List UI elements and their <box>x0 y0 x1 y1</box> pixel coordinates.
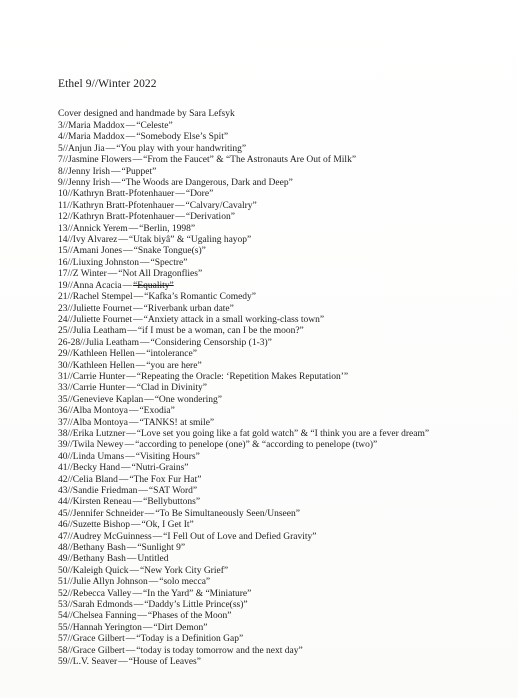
toc-entry: 51//Julie Allyn Johnson—“solo mecca” <box>58 577 211 588</box>
toc-page-number: 9 <box>58 178 63 189</box>
toc-entry: 12//Kathryn Bratt-Pfotenhauer—“Derivation” <box>58 212 235 223</box>
toc-author: L.V. Seaver <box>72 657 118 668</box>
toc-entry: 15//Amani Jones—“Snake Tongue(s)” <box>58 246 206 257</box>
toc-entry: 37//Alba Montoya—“TANKS! at smile” <box>58 417 215 428</box>
toc-entry: 3//Maria Maddox—“Celeste” <box>58 121 173 131</box>
toc-entry: 46//Suzette Bishop—“Ok, I Get It” <box>58 520 194 531</box>
toc-page-number: 8 <box>58 166 63 177</box>
toc-title: “intolerance” <box>146 349 197 360</box>
toc-author: Liuxing Johnston <box>72 257 140 268</box>
issue-title: Ethel 9//Winter 2022 <box>58 78 157 90</box>
toc-author: Sandie Friedman <box>72 486 138 496</box>
toc-title: “Nutri-Grains” <box>131 463 189 474</box>
toc-author: Sarah Edmonds <box>72 600 133 611</box>
toc-author: Bethany Bash <box>72 554 126 565</box>
toc-title: “solo mecca” <box>159 577 211 588</box>
toc-entry: 54//Chelsea Fanning—“Phases of the Moon” <box>58 611 232 622</box>
toc-title: “In the Yard” & “Miniature” <box>142 588 252 599</box>
toc-author: Julia Leatham <box>72 326 127 337</box>
toc-page-number: 49 <box>58 554 68 565</box>
toc-author: Julia Leatham <box>85 337 140 348</box>
toc-title: “I Fell Out of Love and Defied Gravity” <box>163 531 317 542</box>
toc-author: Anjun Jia <box>68 143 105 154</box>
toc-entry: 53//Sarah Edmonds—“Daddy’s Little Prince(ss)” <box>58 600 248 611</box>
toc-title: “Bellybuttons” <box>143 497 201 508</box>
toc-entry: 44//Kirsten Reneau—“Bellybuttons” <box>58 497 201 508</box>
toc-author: Grace Gilbert <box>72 634 125 645</box>
toc-page-number: 52 <box>58 588 68 599</box>
toc-author: Maria Maddox <box>68 132 125 143</box>
toc-entry: 48//Bethany Bash—“Sunlight 9” <box>58 543 186 554</box>
toc-entry: 16//Liuxing Johnston—“Spectre” <box>58 257 188 268</box>
toc-author: Kathryn Bratt-Pfotenhauer <box>72 200 175 211</box>
toc-page-number: 45 <box>58 508 68 519</box>
toc-entry: 17//Z Winter—“Not All Dragonflies” <box>58 269 203 280</box>
toc-page-number: 37 <box>58 417 68 428</box>
toc-entry: 36//Alba Montoya—“Exodia” <box>58 406 175 417</box>
toc-page-number: 7 <box>58 155 63 166</box>
toc-author: Jasmine Flowers <box>68 155 132 166</box>
toc-author: Ivy Alvarez <box>72 235 118 246</box>
toc-title: “Visiting Hours” <box>135 451 200 462</box>
toc-title: “Spectre” <box>150 257 188 268</box>
toc-title: “The Fox Fur Hat” <box>129 474 202 485</box>
toc-title: “Dore” <box>185 189 214 200</box>
toc-page-number: 57 <box>58 634 68 645</box>
toc-page-number: 55 <box>58 622 68 633</box>
toc-title: “House of Leaves” <box>128 657 201 668</box>
toc-entry: 43//Sandie Friedman—“SAT Word” <box>58 486 198 496</box>
toc-title: “Berlin, 1998” <box>139 223 196 234</box>
toc-title: “Utak biyâ” & “Ugaling hayop” <box>128 235 252 246</box>
toc-page-number: 25 <box>58 326 68 337</box>
toc-page-number: 39 <box>58 440 68 451</box>
toc-entry: 33//Carrie Hunter—“Clad in Divinity” <box>58 383 207 394</box>
toc-page-number: 36 <box>58 406 68 417</box>
toc-title: “To Be Simultaneously Seen/Unseen” <box>155 508 300 519</box>
toc-author: Carrie Hunter <box>72 383 126 394</box>
toc-entry: 35//Genevieve Kaplan—“One wondering” <box>58 394 222 405</box>
toc-title: “Sunlight 9” <box>137 543 186 554</box>
toc-page-number: 30 <box>58 360 68 371</box>
toc-entry: 55//Hannah Yerington—“Dirt Demon” <box>58 622 208 633</box>
toc-entry: 26-28//Julia Leatham—“Considering Censorship (1-3)” <box>58 337 272 348</box>
toc-title: “The Woods are Dangerous, Dark and Deep” <box>121 178 293 189</box>
toc-title: “Considering Censorship (1-3)” <box>150 337 272 348</box>
toc-author: Erika Lutzner <box>72 428 126 439</box>
table-of-contents <box>58 121 506 669</box>
toc-entry: 38//Erika Lutzner—“Love set you going like a fat gold watch” & “I think you are a fever dream” <box>58 428 430 439</box>
toc-page-number: 16 <box>58 257 68 268</box>
toc-entry: 13//Annick Yerem—“Berlin, 1998” <box>58 223 196 234</box>
toc-author: Kirsten Reneau <box>72 497 132 508</box>
toc-entry: 5//Anjun Jia—“You play with your handwriting” <box>58 143 247 154</box>
toc-author: Chelsea Fanning <box>72 611 137 622</box>
toc-title: “Dirt Demon” <box>153 622 208 633</box>
toc-title: “Clad in Divinity” <box>136 383 207 394</box>
toc-author: Juliette Fournet <box>72 314 133 325</box>
toc-title: “One wondering” <box>154 394 222 405</box>
toc-author: Bethany Bash <box>72 543 126 554</box>
toc-author: Amani Jones <box>72 246 123 257</box>
toc-author: Linda Umans <box>72 451 125 462</box>
toc-author: Rebecca Valley <box>72 588 132 599</box>
toc-author: Kaleigh Quick <box>72 565 129 576</box>
toc-author: Suzette Bishop <box>72 520 131 531</box>
toc-entry: 25//Julia Leatham—“if I must be a woman, can I be the moon?” <box>58 326 304 337</box>
toc-author: Alba Montoya <box>72 417 128 428</box>
toc-title: “Love set you going like a fat gold watch” & “I think you are a fever dream” <box>136 428 430 439</box>
toc-page-number: 24 <box>58 314 68 325</box>
toc-author: Audrey McGuinness <box>72 531 152 542</box>
toc-page-number: 54 <box>58 611 68 622</box>
toc-page-number: 42 <box>58 474 68 485</box>
toc-title: “Exodia” <box>139 406 175 417</box>
toc-title: “you are here” <box>146 360 202 371</box>
toc-title: “From the Faucet” & “The Astronauts Are Out of Milk” <box>143 155 357 166</box>
toc-entry: 59//L.V. Seaver—“House of Leaves” <box>58 657 201 668</box>
toc-page-number: 59 <box>58 657 68 668</box>
toc-page-number: 3 <box>58 121 63 131</box>
toc-page-number: 31 <box>58 371 68 382</box>
toc-page-number: 38 <box>58 428 68 439</box>
toc-page-number: 17 <box>58 269 68 280</box>
toc-title: “TANKS! at smile” <box>139 417 215 428</box>
toc-page-number: 14 <box>58 235 68 246</box>
toc-author: Kathryn Bratt-Pfotenhauer <box>72 189 175 200</box>
toc-author: Kathleen Hellen <box>72 349 135 360</box>
toc-title: “Not All Dragonflies” <box>118 269 203 280</box>
toc-page-number: 29 <box>58 349 68 360</box>
toc-title: “if I must be a woman, can I be the moon?” <box>137 326 304 337</box>
toc-title: “Puppet” <box>121 166 157 177</box>
toc-entry: 14//Ivy Alvarez—“Utak biyâ” & “Ugaling hayop” <box>58 235 252 246</box>
toc-entry: 30//Kathleen Hellen—“you are here” <box>58 360 202 371</box>
toc-page-number: 10 <box>58 189 68 200</box>
toc-author: Juliette Fournet <box>72 303 133 314</box>
toc-page-number: 47 <box>58 531 68 542</box>
toc-page-number: 13 <box>58 223 68 234</box>
toc-page-number: 50 <box>58 565 68 576</box>
toc-page-number: 35 <box>58 394 68 405</box>
toc-title: “SAT Word” <box>148 486 198 496</box>
toc-author: Alba Montoya <box>72 406 128 417</box>
toc-title: “Ok, I Get It” <box>141 520 194 531</box>
toc-author: Annick Yerem <box>72 223 128 234</box>
toc-author: Grace Gilbert <box>72 645 125 656</box>
toc-title: “Phases of the Moon” <box>147 611 232 622</box>
toc-page-number: 33 <box>58 383 68 394</box>
toc-entry: 23//Juliette Fournet—“Riverbank urban date” <box>58 303 234 314</box>
toc-page-number: 12 <box>58 212 68 223</box>
toc-page-number: 26-28 <box>58 337 81 348</box>
toc-entry: 24//Juliette Fournet—“Anxiety attack in a small working-class town” <box>58 314 325 325</box>
toc-entry: 29//Kathleen Hellen—“intolerance” <box>58 349 197 360</box>
toc-title: “Anxiety attack in a small working-class town” <box>143 314 325 325</box>
toc-entry: 42//Celia Bland—“The Fox Fur Hat” <box>58 474 202 485</box>
toc-title: “Daddy’s Little Prince(ss)” <box>144 600 248 611</box>
toc-author: Anna Acacia <box>72 280 122 291</box>
toc-page-number: 51 <box>58 577 68 588</box>
toc-author: Maria Maddox <box>68 121 125 131</box>
toc-page-number: 23 <box>58 303 68 314</box>
toc-author: Jenny Irish <box>68 166 110 177</box>
toc-entry: 8//Jenny Irish—“Puppet” <box>58 166 157 177</box>
toc-page-number: 53 <box>58 600 68 611</box>
toc-entry: 4//Maria Maddox—“Somebody Else’s Spit” <box>58 132 229 143</box>
toc-title: “Somebody Else’s Spit” <box>136 132 229 143</box>
toc-entry: 40//Linda Umans—“Visiting Hours” <box>58 451 200 462</box>
toc-title: “Snake Tongue(s)” <box>133 246 206 257</box>
toc-title: “Derivation” <box>185 212 235 223</box>
toc-title: “Calvary/Cavalry” <box>185 200 257 211</box>
toc-entry: 47//Audrey McGuinness—“I Fell Out of Love and Defied Gravity” <box>58 531 317 542</box>
toc-title: “New York City Grief” <box>139 565 229 576</box>
toc-page-number: 11 <box>58 200 68 211</box>
toc-entry: 9//Jenny Irish—“The Woods are Dangerous, Dark and Deep” <box>58 178 293 189</box>
toc-author: Jenny Irish <box>68 178 110 189</box>
toc-author: Celia Bland <box>72 474 118 485</box>
toc-page-number: 40 <box>58 451 68 462</box>
toc-entry: 50//Kaleigh Quick—“New York City Grief” <box>58 565 229 576</box>
toc-page-number: 21 <box>58 292 68 303</box>
toc-page-number: 48 <box>58 543 68 554</box>
toc-author: Hannah Yerington <box>72 622 142 633</box>
toc-title: “Celeste” <box>136 121 173 131</box>
toc-title: “Equality” <box>133 280 174 291</box>
toc-page-number: 58 <box>58 645 68 656</box>
toc-page-number: 43 <box>58 486 68 496</box>
toc-entry: 7//Jasmine Flowers—“From the Faucet” & “The Astronauts Are Out of Milk” <box>58 155 357 166</box>
toc-page-number: 19 <box>58 280 68 291</box>
toc-title: “You play with your handwriting” <box>116 143 247 154</box>
toc-author: Becky Hand <box>72 463 121 474</box>
toc-title: “Today is a Definition Gap” <box>136 634 244 645</box>
toc-entry: 45//Jennifer Schneider—“To Be Simultaneously Seen/Unseen” <box>58 508 300 519</box>
toc-entry: 39//Twila Newey—“according to penelope (one)” & “according to penelope (two)” <box>58 440 378 451</box>
toc-author: Kathleen Hellen <box>72 360 135 371</box>
toc-page-number: 41 <box>58 463 68 474</box>
toc-author: Carrie Hunter <box>72 371 126 382</box>
toc-page-number: 46 <box>58 520 68 531</box>
toc-entry: 41//Becky Hand—“Nutri-Grains” <box>58 463 189 474</box>
toc-page-number: 15 <box>58 246 68 257</box>
toc-entry: 21//Rachel Stempel—“Kafka’s Romantic Comedy” <box>58 292 257 303</box>
toc-entry: 58//Grace Gilbert—“today is today tomorrow and the next day” <box>58 645 303 656</box>
toc-entry: 31//Carrie Hunter—“Repeating the Oracle: ‘Repetition Makes Reputation’” <box>58 371 349 382</box>
toc-entry: 52//Rebecca Valley—“In the Yard” & “Miniature” <box>58 588 252 599</box>
cover-credit: Cover designed and handmade by Sara Lefsyk <box>58 109 235 119</box>
toc-author: Julie Allyn Johnson <box>72 577 148 588</box>
toc-title: “Kafka’s Romantic Comedy” <box>144 292 257 303</box>
toc-title: “Repeating the Oracle: ‘Repetition Makes Reputation’” <box>136 371 349 382</box>
toc-page-number: 5 <box>58 143 63 154</box>
toc-author: Twila Newey <box>72 440 124 451</box>
toc-author: Kathryn Bratt-Pfotenhauer <box>72 212 175 223</box>
toc-title: Untitled <box>137 554 169 565</box>
toc-entry: 10//Kathryn Bratt-Pfotenhauer—“Dore” <box>58 189 214 200</box>
toc-author: Z Winter <box>72 269 107 280</box>
toc-entry: 49//Bethany Bash—Untitled <box>58 554 169 565</box>
toc-author: Rachel Stempel <box>72 292 133 303</box>
toc-author: Jennifer Schneider <box>72 508 144 519</box>
toc-page-number: 44 <box>58 497 68 508</box>
toc-author: Genevieve Kaplan <box>72 394 144 405</box>
toc-entry: 19//Anna Acacia—“Equality” <box>58 280 174 291</box>
toc-title: “Riverbank urban date” <box>143 303 234 314</box>
toc-entry: 11//Kathryn Bratt-Pfotenhauer—“Calvary/Cavalry” <box>58 200 257 211</box>
toc-title: “according to penelope (one)” & “according to penelope (two)” <box>135 440 378 451</box>
toc-entry: 57//Grace Gilbert—“Today is a Definition Gap” <box>58 634 244 645</box>
toc-page-number: 4 <box>58 132 63 143</box>
toc-title: “today is today tomorrow and the next day” <box>136 645 303 656</box>
